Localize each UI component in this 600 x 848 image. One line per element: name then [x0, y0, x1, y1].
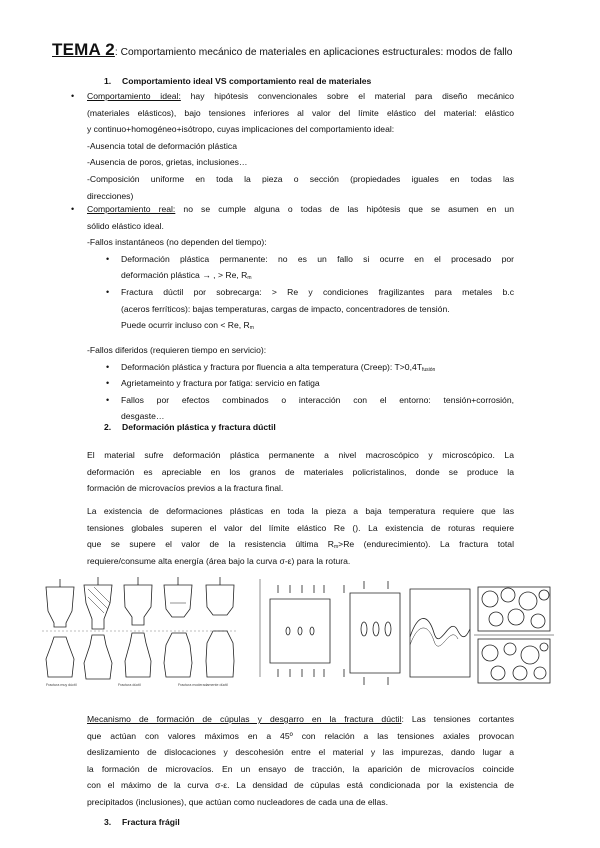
- instant-item-2-cont: (aceros ferríticos): bajas temperaturas, cargas de impacto, concentradores de tensión.: [121, 303, 450, 314]
- real-label: Comportamiento real:: [87, 204, 176, 214]
- ideal-item-1: -Ausencia total de deformación plástica: [87, 140, 237, 151]
- section-2-heading: [104, 422, 276, 432]
- ideal-line-3: y continuo+homogéneo+isótropo, cuyas implicaciones del comportamiento ideal:: [87, 124, 395, 135]
- caption-ductile: Fractura dúctil: [118, 683, 141, 687]
- paragraph-2-line-4: requiere/consume alta energía (área bajo la curva σ-ε) para la rotura.: [87, 555, 351, 566]
- bullet-dot: •: [106, 361, 110, 372]
- section-3-heading: [104, 817, 180, 827]
- paragraph-3-line-4: la formación de microvacíos. En un ensayo de tracción, la aparición de microvacíos coincide: [87, 763, 514, 774]
- section-1-title: Comportamiento ideal VS comportamiento real de materiales: [122, 76, 372, 86]
- bullet-dot: •: [71, 91, 75, 101]
- ideal-label: Comportamiento ideal:: [87, 91, 181, 101]
- section-1-number: 1.: [104, 76, 112, 86]
- ideal-item-3-cont: direcciones): [87, 190, 134, 201]
- instant-item-2-cont2: Puede ocurrir incluso con < Re, $R_m$: [121, 320, 254, 332]
- real-line-1: Comportamiento real: no se cumple alguna o todas de las hipótesis que se asumen en un: [87, 204, 514, 214]
- grain-voids-diagram: [474, 587, 554, 683]
- tensile-specimens-illustration: [42, 577, 238, 679]
- paragraph-1-line-1: El material sufre deformación plástica permanente a nivel macroscópico y microscópico. La: [87, 450, 514, 460]
- ideal-line-2: (materiales elásticos), bajo tensiones inferiores al valor del límite elástico del material: elástico: [87, 107, 514, 118]
- ideal-item-2: -Ausencia de poros, grietas, inclusiones…: [87, 157, 248, 168]
- section-2-number: 2.: [104, 422, 112, 432]
- deferred-item-3-cont: desgaste…: [121, 411, 165, 422]
- dimple-fracture-diagram: [410, 589, 470, 677]
- paragraph-3-line-1: Mecanismo de formación de cúpulas y desgarro en la fractura dúctil: Las tensiones cortantes: [87, 714, 514, 724]
- deferred-item-2: Agrietameinto y fractura por fatiga: servicio en fatiga: [121, 378, 320, 389]
- section-1-heading: [104, 76, 371, 86]
- section-3-title: Fractura frágil: [122, 817, 180, 827]
- paragraph-2-line-2: tensiones globales superen el valor del límite elástico Re (). La existencia de roturas requiere: [87, 522, 514, 533]
- paragraph-2-line-3: que se supere el valor de la resistencia última $R_m>Re$ (endurecimiento). La fractura total: [87, 539, 514, 551]
- caption-moderately-ductile: Fractura moderadamente dúctil: [178, 683, 228, 687]
- instant-item-2: Fractura dúctil por sobrecarga: > Re y condiciones fragilizantes para metales b.c: [121, 287, 514, 297]
- bullet-dot: •: [106, 287, 110, 297]
- instant-failures-title: -Fallos instantáneos (no dependen del tiempo):: [87, 237, 267, 248]
- instant-item-1: Deformación plástica permanente: no es un fallo si ocurre en el procesado por: [121, 253, 514, 264]
- page-title: [52, 40, 572, 60]
- mechanism-label: Mecanismo de formación de cúpulas y desgarro en la fractura dúctil: [87, 714, 402, 724]
- paragraph-3-line-5: con el máximo de la curva σ-ε. La densidad de cúpulas está condicionada por la existencia de: [87, 780, 514, 791]
- ideal-item-3: -Composición uniforme en toda la pieza o sección (propiedades iguales en todas las: [87, 174, 514, 184]
- tema-label: TEMA 2: [52, 40, 115, 59]
- instant-item-1-cont: deformación plástica → , > Re, $R_m$: [121, 270, 252, 282]
- section-3-number: 3.: [104, 817, 112, 827]
- paragraph-2-line-1: La existencia de deformaciones plásticas en toda la pieza a baja temperatura requiere que las: [87, 506, 514, 516]
- bullet-dot: •: [106, 378, 110, 389]
- deferred-item-1: Deformación plástica y fractura por fluencia a alta temperatura (Creep): $T>0,4T_{fusión}$: [121, 361, 436, 373]
- caption-very-ductile: Fractura muy dúctil: [46, 683, 77, 687]
- microvoids-diagram: [260, 579, 400, 685]
- ductile-fracture-figures: [38, 573, 562, 691]
- paragraph-1-line-2: deformación es apreciable en los granos de materiales policristalinos, donde se produce la: [87, 466, 514, 477]
- paragraph-1-line-3: formación de microvacíos previos a la fractura final.: [87, 483, 284, 494]
- bullet-dot: •: [106, 253, 110, 264]
- section-2-title: Deformación plástica y fractura dúctil: [122, 422, 276, 432]
- bullet-dot: •: [71, 204, 75, 214]
- bullet-dot: •: [106, 394, 110, 405]
- deferred-item-3: Fallos por efectos combinados o interacción con el entorno: tensión+corrosión,: [121, 394, 514, 405]
- paragraph-3-line-3: deslizamiento de dislocaciones y descohesión entre el material y las impurezas, dando lugar a: [87, 747, 514, 758]
- paragraph-3-line-2: que actúan con valores máximos en a 45º con relación a las tensiones axiales provocan: [87, 730, 514, 741]
- real-line-2: sólido elástico ideal.: [87, 220, 164, 231]
- ideal-line-1: Comportamiento ideal: hay hipótesis convencionales sobre el material para diseño mecánico: [87, 91, 514, 101]
- figures-svg: [38, 573, 562, 691]
- deferred-failures-title: -Fallos diferidos (requieren tiempo en servicio):: [87, 345, 267, 355]
- title-subtitle: : Comportamiento mecánico de materiales en aplicaciones estructurales: modos de fallo: [114, 47, 513, 58]
- paragraph-3-line-6: precipitados (inclusiones), que actúan como nucleadores de cada una de ellas.: [87, 797, 388, 807]
